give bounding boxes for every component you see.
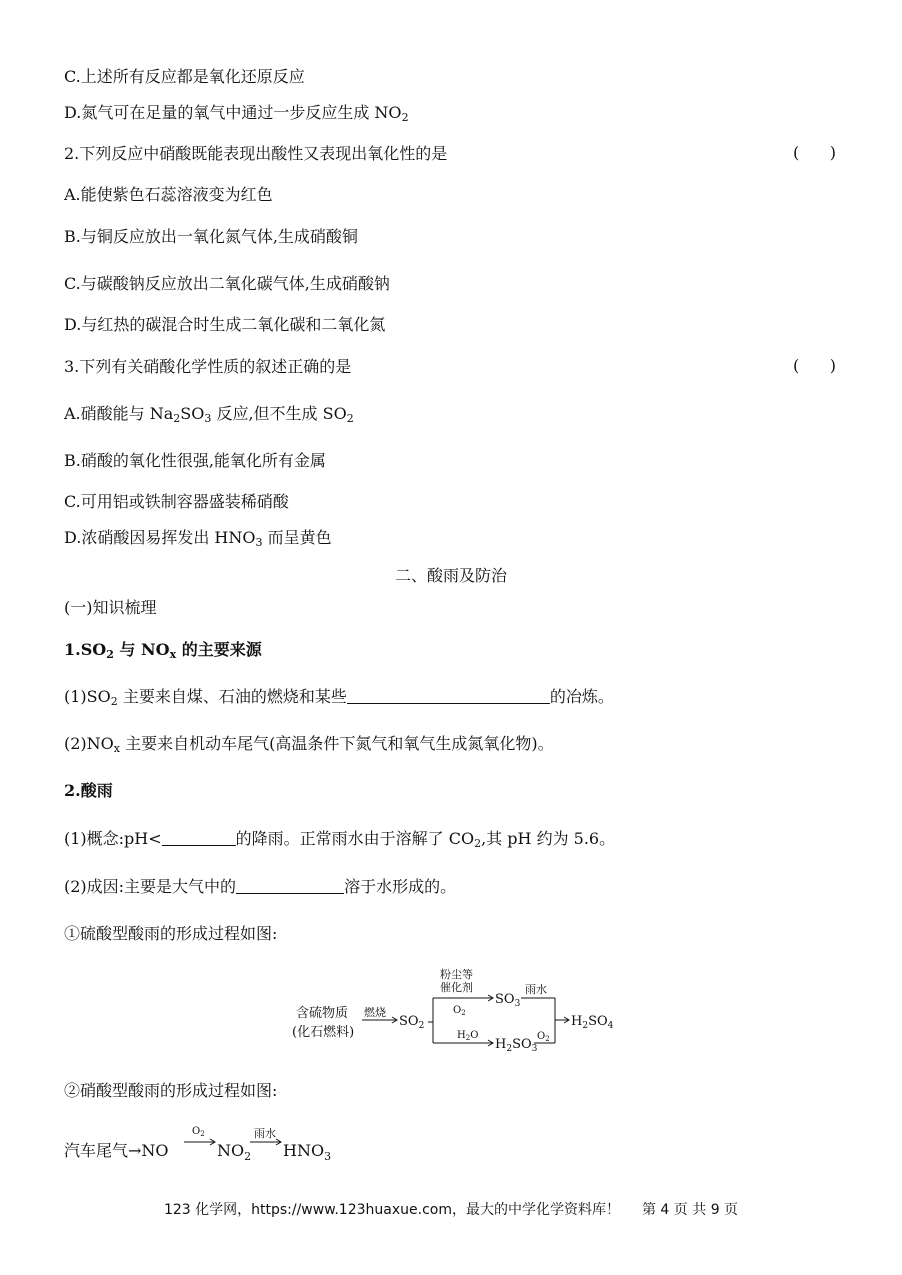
q2-option-b: B.与铜反应放出一氧化氮气体,生成硝酸铜 (64, 227, 358, 246)
page-number: 第 4 页 共 9 页 (641, 1202, 739, 1218)
q2-stem: 2.下列反应中硝酸既能表现出酸性又表现出氧化性的是 (64, 144, 448, 163)
diagram-h2o-label: $H_2O$ (457, 1030, 479, 1042)
k1-heading: $1.SO_2$ 与 $NO_x$ 的主要来源 (64, 640, 262, 661)
k2-item-2: (2)成因:主要是大气中的 溶于水形成的。 (64, 877, 457, 896)
diagram2-o2-label: $O_2$ (192, 1126, 205, 1138)
diagram-so3: $SO_3$ (495, 992, 521, 1009)
q3-option-b: B.硝酸的氧化性很强,能氧化所有金属 (64, 451, 326, 470)
k2-heading: 2.酸雨 (64, 781, 113, 800)
diagram-catalyst-label: 催化剂 (440, 981, 473, 994)
diagram2-no2: $NO_2$ (217, 1141, 252, 1163)
diagram-h2so4: $H_2SO_4$ (571, 1014, 614, 1031)
diagram2-start: 汽车尾气→NO (64, 1141, 169, 1160)
k1-item-2: $(2)NO_x$ 主要来自机动车尾气(高温条件下氮气和氧气生成氮氧化物)。 (64, 734, 554, 755)
diagram-so2: $SO_2$ (399, 1014, 425, 1031)
diagram-burn-label: 燃烧 (364, 1006, 386, 1019)
page-footer (0, 1199, 902, 1219)
k1-item-1: $(1)SO_2$ 主要来自煤、石油的燃烧和某些 的冶炼。 (64, 687, 614, 708)
q3-option-c: C.可用铝或铁制容器盛装稀硝酸 (64, 492, 289, 511)
q3-option-d: D.浓硝酸因易挥发出 $HNO_3$ 而呈黄色 (64, 528, 332, 549)
diagram-source-note: (化石燃料) (292, 1025, 355, 1040)
diagram-o2-label: $O_2$ (453, 1005, 466, 1017)
section-subtitle: (一)知识梳理 (64, 598, 157, 617)
q3-stem: 3.下列有关硝酸化学性质的叙述正确的是 (64, 357, 352, 376)
diagram-dust-label: 粉尘等 (440, 968, 473, 981)
q2-option-d: D.与红热的碳混合时生成二氧化碳和二氧化氮 (64, 315, 386, 334)
q2-option-c: C.与碳酸钠反应放出二氧化碳气体,生成硝酸钠 (64, 274, 390, 293)
footer-site-text: 123 化学网，https://www.123huaxue.com，最大的中学化学资料库！ (163, 1202, 620, 1218)
diagram2-hno3: $HNO_3$ (283, 1141, 332, 1163)
q3-option-a: A.硝酸能与 $Na_2SO_3$ 反应,但不生成 $SO_2$ (64, 404, 354, 425)
diagram-o2-label-2: $O_2$ (537, 1031, 550, 1043)
diagram-source-label: 含硫物质 (296, 1006, 349, 1021)
k2-item-1: (1)概念:pH< 的降雨。正常雨水由于溶解了 $CO_2$,其 pH 约为 5.6。 (64, 829, 616, 850)
diagram2-rain-label: 雨水 (254, 1127, 276, 1140)
q2-option-a: A.能使紫色石蕊溶液变为红色 (64, 185, 273, 204)
diagram-h2so3: $H_2SO_3$ (495, 1037, 538, 1054)
q1-option-c: C.上述所有反应都是氧化还原反应 (64, 67, 305, 86)
sulfuric-acid-rain-label: ①硫酸型酸雨的形成过程如图: (64, 924, 278, 943)
nitric-acid-rain-label: ②硝酸型酸雨的形成过程如图: (64, 1081, 278, 1100)
q1-option-d: D.氮气可在足量的氧气中通过一步反应生成 $NO_2$ (64, 103, 409, 124)
section-title: 二、酸雨及防治 (394, 566, 507, 585)
diagram-rain-label: 雨水 (525, 983, 547, 996)
q2-answer-paren: ( ) (793, 143, 836, 162)
q3-answer-paren: ( ) (793, 356, 836, 375)
